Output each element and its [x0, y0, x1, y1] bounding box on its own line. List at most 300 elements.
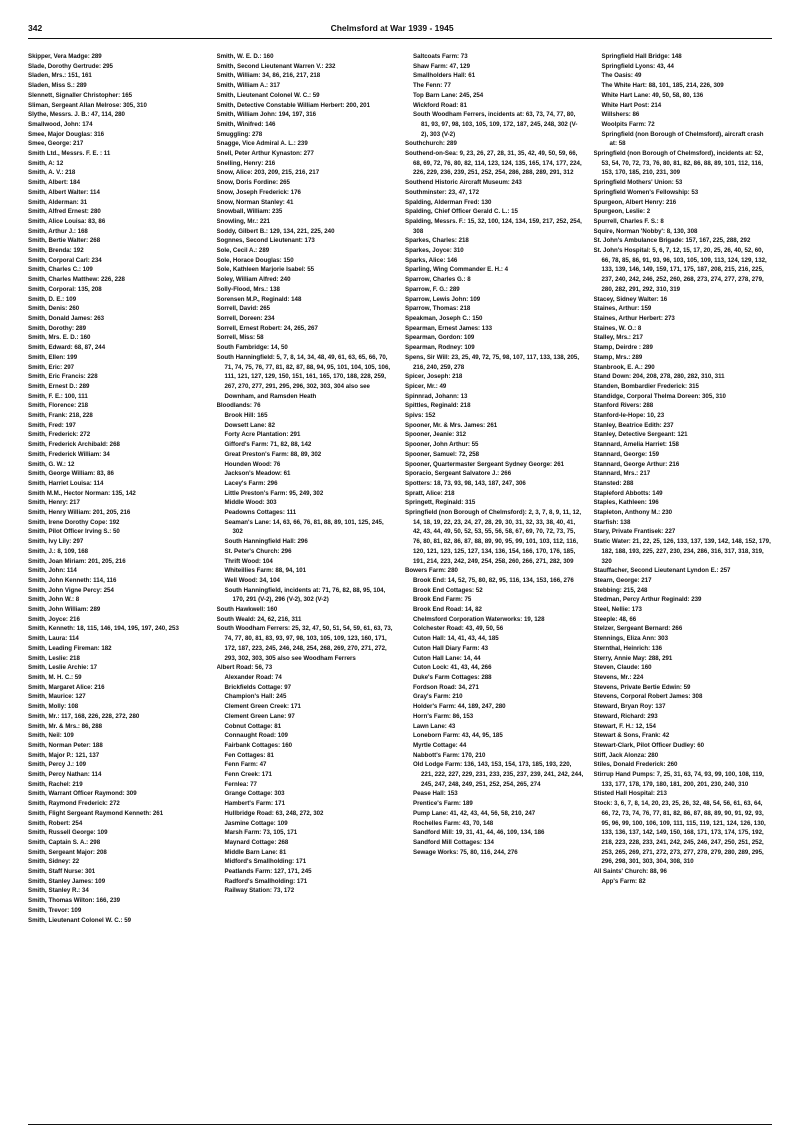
index-subentry: Horn's Farm: 86, 153 [413, 712, 474, 720]
index-subentry: Seaman's Lane: 14, 63, 66, 76, 81, 88, 89, 101, 125, 245, 302 [224, 518, 384, 536]
index-entry: Smith, Staff Nurse: 301 [28, 868, 96, 876]
index-entry: Spalding, Chief Officer Gerald C. L.: 15 [405, 208, 518, 216]
index-entry: Spooner, Jeanie: 312 [405, 431, 467, 439]
index-entry: Speakman, Joseph C.: 150 [405, 314, 483, 322]
index-entry: Stewart-Clark, Pilot Officer Dudley: 60 [593, 741, 705, 749]
index-entry: Smith, Fred: 197 [28, 421, 76, 429]
index-subentry: Gifford's Farm: 71, 82, 88, 142 [224, 441, 312, 449]
index-entry: Smith, John W.: 8 [28, 596, 80, 604]
index-subentry: Clement Green Lane: 97 [224, 712, 295, 720]
index-subentry: Thrift Wood: 104 [224, 557, 273, 565]
index-subentry: Old Lodge Farm: 136, 143, 153, 154, 173, 185, 193, 220, 221, 222, 227, 229, 231, 233, 235, 237, 239, 241, 242, 244, 245, 247, 248, 249, 251, 252, 254, 265, 274 [413, 761, 584, 788]
index-subentry: Pump Lane: 41, 42, 43, 44, 56, 58, 210, 247 [413, 809, 536, 817]
index-entry: Springfield Women's Fellowship: 53 [593, 188, 699, 196]
index-entry: Smith, Florence: 218 [28, 402, 89, 410]
index-subentry: Rochelles Farm: 43, 70, 148 [413, 819, 494, 827]
index-entry: Sole, Horace Douglas: 150 [216, 256, 294, 264]
index-subentry: Sandford Mill: 19, 31, 41, 44, 46, 109, 134, 186 [413, 829, 545, 837]
index-subentry: Hounden Wood: 76 [224, 460, 281, 468]
index-entry: Stevens, Mr.: 224 [593, 674, 644, 681]
index-subentry: Hullbridge Road: 63, 248, 272, 302 [224, 809, 324, 817]
index-entry: Sole, Cecil A.: 289 [216, 247, 270, 255]
index-subentry: South Hanningfield, incidents at: 71, 76, 82, 88, 95, 104, 170, 291 (V-2), 296 (V-2), 302 (V-2) [224, 586, 386, 604]
index-subentry: Willshers: 86 [601, 111, 640, 119]
index-subentry: Brook Hill: 165 [224, 412, 268, 420]
index-subentry: Jackson's Meadow: 61 [224, 470, 291, 478]
index-subentry: Midford's Smallholding: 171 [224, 858, 307, 866]
index-subentry: Sewage Works: 75, 80, 116, 244, 276 [413, 848, 518, 856]
index-entry: Smith, Captain S. A.: 298 [28, 838, 101, 846]
index-entry: Smith, A: 12 [28, 159, 64, 167]
index-entry: Spooner, John Arthur: 55 [405, 441, 479, 449]
index-entry: Stapleton, Anthony M.: 230 [593, 509, 673, 517]
index-entry: Spratt, Alice: 218 [405, 489, 455, 497]
page-number: 342 [28, 23, 43, 33]
index-entry: Sparkes, Charles: 218 [405, 237, 469, 245]
index-entry: Stanbrook, E. A.: 290 [593, 363, 655, 371]
index-entry: Smith, Pilot Officer Irving S.: 50 [28, 528, 120, 536]
index-subentry: Brook End Farm: 75 [413, 596, 472, 604]
index-entry: Slade, Dorothy Gertrude: 295 [28, 62, 113, 70]
index-subentry: Duke's Farm Cottages: 288 [413, 674, 492, 681]
index-entry: Smith, Stanley James: 109 [28, 877, 106, 885]
index-entry: Spearman, Ernest James: 133 [405, 324, 493, 332]
index-subentry: The Oasis: 49 [601, 72, 642, 80]
index-subentry: Hambert's Farm: 171 [224, 800, 286, 808]
index-entry: Spearman, Gordon: 109 [405, 334, 475, 342]
index-subentry: Fen Cottages: 81 [224, 751, 274, 759]
index-subentry: Prentice's Farm: 189 [413, 800, 473, 808]
index-entry: South Hanningfield: 5, 7, 8, 14, 34, 48, 49, 61, 63, 65, 66, 70, 71, 74, 75, 76, 77, 81, 82, 87, 88, 94, 95, 101, 104, 105, 106, 111, 121, 127, 129, 150, 151, 161, 165, 170, 188, 228, 259, 267, 270, 277, 291, 295, 296, 302, 303, 304 also see Downham, and Ramsden Heath [216, 353, 391, 400]
index-entry: Stannard, Mrs.: 217 [593, 470, 651, 478]
index-entry: Stevens, Corporal Robert James: 308 [593, 693, 703, 701]
index-entry: Standen, Bombardier Frederick: 315 [593, 382, 699, 390]
index-entry: Snelling, Henry: 216 [216, 159, 276, 167]
index-entry: Spooner, Quartermaster Sergeant Sydney George: 261 [405, 460, 565, 468]
index-entry: Smith, John William: 289 [28, 606, 101, 614]
index-entry: Snow, Joseph Frederick: 176 [216, 188, 301, 196]
index-entry: South Weald: 24, 62, 216, 311 [216, 615, 302, 623]
index-entry: Sparrow, Thomas: 218 [405, 305, 471, 313]
index-subentry: South Woodham Ferrers, incidents at: 63, 73, 74, 77, 80, 81, 93, 97, 98, 103, 105, 109, 172, 187, 245, 248, 302 (V-2), 303 (V-2) [413, 111, 578, 138]
index-entry: Staples, Kathleen: 196 [593, 499, 659, 507]
index-entry: Smith, Charles Matthew: 226, 228 [28, 276, 125, 284]
index-entry: Smith, A. V.: 218 [28, 169, 76, 177]
index-subentry: Cuton Lock: 41, 43, 44, 266 [413, 664, 492, 672]
index-subentry: St. Peter's Church: 296 [224, 547, 292, 555]
index-entry: Spearman, Rodney: 109 [405, 344, 475, 352]
index-entry: Smith, Bertie Walter: 268 [28, 237, 101, 245]
index-entry: South Hawkwell: 160 [216, 606, 278, 614]
index-subentry: Springfield (non Borough of Chelmsford), aircraft crash at: 58 [601, 130, 764, 148]
index-entry: Smith, Kenneth: 18, 115, 146, 194, 195, 197, 240, 253 [28, 625, 179, 633]
index-subentry: Cobnut Cottage: 81 [224, 722, 282, 730]
index-entry: Spooner, Samuel: 72, 258 [405, 450, 480, 458]
index-subentry: The White Hart: 88, 101, 185, 214, 226, 309 [601, 82, 724, 90]
index-entry: Spens, Sir Will: 23, 25, 49, 72, 75, 98, 107, 117, 133, 138, 205, 216, 240, 259, 278 [405, 353, 580, 371]
index-entry: Smith, Maurice: 127 [28, 693, 86, 701]
index-subentry: Railway Station: 73, 172 [224, 887, 295, 895]
index-entry: Stirrup Hand Pumps: 7, 25, 31, 63, 74, 93, 99, 100, 108, 119, 133, 177, 178, 179, 180, 181, 200, 201, 230, 240, 310 [593, 771, 764, 788]
index-entry: Smith, Donald James: 263 [28, 314, 105, 322]
index-entry: Smith Ltd., Messrs. F. E. : 11 [28, 150, 111, 158]
index-entry: Stand Down: 204, 208, 278, 280, 282, 310, 311 [593, 373, 725, 381]
index-entry: Smith, Neil: 109 [28, 732, 74, 740]
index-subentry: The Fenn: 77 [413, 82, 451, 90]
index-entry: Snowball, William: 235 [216, 208, 283, 216]
index-entry: Sorrell, Ernest Robert: 24, 265, 267 [216, 324, 318, 332]
index-entry: Stiles, Donald Frederick: 260 [593, 761, 678, 769]
index-entry: Smith, Raymond Frederick: 272 [28, 800, 120, 808]
index-subentry: Jasmine Cottage: 109 [224, 819, 288, 827]
index-entry: Smith, Mr. & Mrs.: 86, 288 [28, 722, 103, 730]
index-subentry: Fairbank Cottages: 160 [224, 741, 293, 749]
index-entry: Smith, John Vigne Percy: 254 [28, 586, 114, 594]
index-entry: Stapleford Abbotts: 149 [593, 489, 663, 497]
index-entry: Smith, Ellen: 199 [28, 353, 78, 361]
index-entry: Spicer, Joseph: 218 [405, 373, 463, 381]
index-entry: Smith, Alice Louisa: 83, 86 [28, 217, 106, 225]
index-subentry: Loneborn Farm: 43, 44, 95, 185 [413, 732, 503, 740]
index-entry: Smith, Mr.: 117, 168, 226, 228, 272, 280 [28, 712, 140, 720]
index-entry: Springett, Reginald: 315 [405, 499, 476, 507]
index-entry: Sparrow, Lewis John: 109 [405, 295, 481, 303]
index-entry: Southend-on-Sea: 9, 23, 26, 27, 28, 31, 35, 42, 49, 50, 59, 66, 68, 69, 72, 76, 80, 82, 114, 123, 124, 135, 165, 174, 177, 224, 226, 229, 236, 239, 251, 252, 254, 286, 288, 289, 291, 312 [405, 150, 582, 177]
index-subentry: Cuton Hall Diary Farm: 43 [413, 644, 489, 652]
index-column-3 [405, 52, 584, 1118]
index-subentry: Grange Cottage: 303 [224, 790, 285, 798]
index-entry: Sparkes, Joyce: 310 [405, 247, 464, 255]
index-entry: Smith, Joan Miriam: 201, 205, 216 [28, 557, 126, 565]
index-subentry: Fenn Creek: 171 [224, 771, 272, 779]
index-entry: Stauffacher, Second Lieutenant Lyndon E.: 257 [593, 567, 731, 575]
index-entry: Smee, Major Douglas: 316 [28, 130, 105, 138]
index-entry: Snow, Doris Fordine: 265 [216, 179, 290, 187]
index-entry: Stalley, Mrs.: 217 [593, 334, 643, 342]
index-entry: Stansted: 288 [593, 479, 634, 487]
index-entry: Spurrell, Charles F. S.: 8 [593, 217, 664, 225]
index-entry: Springfield Mothers' Union: 53 [593, 179, 683, 187]
index-entry: Smith, George William: 83, 86 [28, 470, 114, 478]
index-subentry: Saltcoats Farm: 73 [413, 53, 468, 60]
index-entry: Stewart & Sons, Frank: 42 [593, 732, 670, 740]
index-entry: Sognnes, Second Lieutenant: 173 [216, 237, 315, 245]
index-entry: Stanford Rivers: 288 [593, 402, 654, 410]
index-subentry: Woolpits Farm: 72 [601, 120, 655, 128]
index-entry: Stennings, Eliza Ann: 303 [593, 635, 668, 643]
index-subentry: Brickfields Cottage: 97 [224, 683, 292, 691]
index-entry: Smith, Sidney: 22 [28, 858, 80, 866]
index-entry: Smith, John Kenneth: 114, 116 [28, 576, 117, 584]
index-entry: Stock: 3, 6, 7, 8, 14, 20, 23, 25, 26, 32, 48, 54, 56, 61, 63, 64, 66, 72, 73, 74, 76, 77, 81, 82, 86, 87, 88, 89, 90, 91, 92, 93, 95, 96, 99, 100, 106, 109, 111, 115, 119, 121, 124, 126, 130, 133, 136, 137, 142, 149, 150, 168, 171, 173, 174, 175, 192, 218, 223, 228, 233, 241, 242, 245, 246, 247, 250, 251, 252, 253, 265, 269, 271, 272, 273, 277, 278, 279, 280, 289, 295, 296, 298, 301, 303, 304, 308, 310 [593, 800, 766, 866]
index-entry: Smith, Laura: 114 [28, 635, 79, 643]
index-entry: Stebbing: 215, 248 [593, 586, 648, 594]
index-entry: Standidge, Corporal Thelma Doreen: 305, 310 [593, 392, 726, 400]
index-entry: Steward, Richard: 293 [593, 712, 658, 720]
index-entry: Sorrell, David: 265 [216, 305, 271, 313]
index-subentry: Springfield Lyons: 43, 44 [601, 62, 674, 70]
index-entry: Smith, Alderman: 31 [28, 198, 88, 206]
index-entry: Smith, Thomas Wilton: 166, 239 [28, 897, 121, 905]
index-entry: Smith, Arthur J.: 168 [28, 227, 88, 235]
index-entry: Staines, Arthur Herbert: 273 [593, 314, 675, 322]
index-entry: Snagge, Vice Admiral A. L.: 239 [216, 140, 308, 148]
index-entry: Smith, Sergeant Major: 208 [28, 848, 107, 856]
index-entry: Smith, Molly: 108 [28, 703, 79, 711]
index-entry: Spalding, Alderman Fred: 130 [405, 198, 492, 206]
index-subentry: White Hart Lane: 49, 50, 58, 80, 136 [601, 91, 704, 99]
index-entry: Smith, Warrant Officer Raymond: 309 [28, 790, 137, 798]
index-entry: Smith, Frank: 218, 228 [28, 412, 93, 420]
index-entry: Snow, Alice: 203, 209, 215, 216, 217 [216, 169, 320, 177]
index-entry: Sparrow, Charles G.: 8 [405, 276, 471, 284]
index-entry: Staines, Arthur: 159 [593, 305, 652, 313]
index-entry: Sorrell, Doreen: 234 [216, 314, 275, 322]
index-entry: Smith, J.: 8, 109, 168 [28, 547, 89, 555]
index-subentry: Fenn Farm: 47 [224, 761, 267, 769]
header-rule [28, 38, 772, 39]
index-subentry: Brook End Road: 14, 82 [413, 606, 482, 614]
index-entry: Sladen, Miss S.: 289 [28, 82, 87, 90]
index-entry: Skipper, Vera Madge: 289 [28, 53, 102, 60]
index-subentry: Alexander Road: 74 [224, 674, 282, 681]
index-entry: Smith, D. E.: 109 [28, 295, 77, 303]
index-entry: Springfield (non Borough of Chelmsford): 2, 3, 7, 8, 9, 11, 12, 14, 18, 19, 22, 23, 24, 27, 28, 29, 30, 31, 32, 33, 38, 40, 41, 42, 43, 44, 49, 50, 52, 53, 55, 56, 58, 67, 69, 70, 72, 73, 75, 76, 80, 81, 82, 86, 87, 88, 89, 90, 95, 99, 101, 103, 112, 116, 120, 121, 123, 125, 127, 134, 136, 154, 166, 170, 176, 185, 191, 214, 223, 242, 249, 254, 258, 260, 266, 271, 282, 309 [405, 509, 582, 565]
index-entry: Stelzer, Sergeant Bernard: 266 [593, 625, 683, 633]
index-entry: Smith, Trevor: 109 [28, 906, 82, 914]
index-entry: St. John's Ambulance Brigade: 157, 167, 225, 288, 292 [593, 237, 751, 245]
index-entry: Stewart, F. H.: 12, 154 [593, 722, 656, 730]
index-subentry: Marsh Farm: 73, 105, 171 [224, 829, 298, 837]
index-entry: St. John's Hospital: 5, 6, 7, 12, 15, 17, 20, 25, 26, 40, 52, 60, 66, 78, 85, 86, 91, 93, 96, 103, 105, 109, 113, 124, 129, 132, 133, 139, 146, 149, 159, 171, 175, 187, 208, 215, 216, 225, 237, 240, 242, 246, 252, 260, 268, 273, 274, 277, 278, 279, 280, 282, 291, 292, 310, 319 [593, 247, 767, 293]
index-entry: Smith, F. E.: 100, 111 [28, 392, 88, 400]
index-entry: Smuggling: 278 [216, 130, 263, 138]
index-entry: Smith, Harriet Louisa: 114 [28, 479, 104, 487]
index-entry: Stamp, Mrs.: 289 [593, 353, 643, 361]
index-entry: Smith, Joyce: 216 [28, 615, 80, 623]
index-subentry: South Hanningfield Hall: 296 [224, 538, 308, 546]
index-entry: Southminster: 23, 47, 172 [405, 188, 480, 196]
index-entry: Smith, Lieutenant Colonel W. C.: 59 [28, 916, 132, 924]
index-entry: Smith, Leslie: 218 [28, 654, 80, 662]
index-entry: Smith, Margaret Alice: 216 [28, 683, 105, 691]
index-entry: Smith, Denis: 260 [28, 305, 80, 313]
index-subentry: Forty Acre Plantation: 291 [224, 431, 301, 439]
index-entry: Smith, Henry William: 201, 205, 216 [28, 509, 131, 517]
index-entry: Smith, Norman Peter: 188 [28, 741, 103, 749]
index-entry: Stanford-le-Hope: 10, 23 [593, 412, 665, 420]
index-entry: Starfish: 138 [593, 518, 631, 526]
index-entry: Sole, Kathleen Marjorie Isabel: 55 [216, 266, 315, 274]
footer-rule [28, 1124, 772, 1125]
index-entry: Smith, Winifred: 146 [216, 120, 276, 128]
index-entry: Stanley, Detective Sergeant: 121 [593, 431, 688, 439]
index-subentry: Peadowns Cottages: 111 [224, 509, 297, 517]
index-subentry: Cuton Hall Lane: 14, 44 [413, 654, 481, 662]
index-entry: Sparrow, F. G.: 289 [405, 285, 460, 293]
page-header [28, 20, 772, 36]
index-entry: Smith M.M., Hector Norman: 135, 142 [28, 489, 136, 497]
index-column-4 [594, 52, 773, 1118]
index-subentry: Dowsett Lane: 82 [224, 421, 276, 429]
index-entry: Smith, Russell George: 109 [28, 829, 108, 837]
index-entry: Sternthal, Heinrich: 136 [593, 644, 663, 652]
index-entry: Sparks, Alice: 146 [405, 256, 458, 264]
index-entry: Smith, Leading Fireman: 182 [28, 644, 112, 652]
index-entry: Smith, Mrs. E. D.: 160 [28, 334, 91, 342]
index-entry: Smith, Frederick: 272 [28, 431, 91, 439]
index-entry: Smith, Percy J.: 109 [28, 761, 87, 769]
index-entry: Smith, Corporal: 135, 208 [28, 285, 102, 293]
index-entry: Squire, Norman 'Nobby': 8, 130, 308 [593, 227, 698, 235]
index-entry: Southend Historic Aircraft Museum: 243 [405, 179, 522, 187]
index-entry: Spicer, Mr.: 49 [405, 382, 447, 390]
index-subentry: Brook End: 14, 52, 75, 80, 82, 95, 116, 134, 153, 166, 276 [413, 576, 574, 584]
index-entry: Smith, Irene Dorothy Cope: 192 [28, 518, 120, 526]
index-entry: All Saints' Church: 88, 96 [593, 868, 667, 876]
index-entry: Steeple: 48, 66 [593, 615, 637, 623]
index-subentry: Sandford Mill Cottages: 134 [413, 838, 494, 846]
index-entry: Spooner, Mr. & Mrs. James: 261 [405, 421, 498, 429]
index-column-2 [217, 52, 396, 1118]
index-subentry: Lawn Lane: 43 [413, 722, 456, 730]
index-entry: Sladen, Mrs.: 151, 161 [28, 72, 92, 80]
index-subentry: Colchester Road: 43, 49, 50, 56 [413, 625, 504, 633]
index-entry: Smith, Corporal Carl: 234 [28, 256, 102, 264]
index-entry: Stannard, Amelia Harriet: 158 [593, 441, 679, 449]
index-entry: Smith, Ivy Lily: 297 [28, 538, 84, 546]
index-subentry: Pease Hall: 153 [413, 790, 458, 798]
index-entry: Snell, Peter Arthur Kynaston: 277 [216, 150, 314, 158]
index-entry: Solly-Flood, Mrs.: 138 [216, 285, 280, 293]
index-entry: Snowling, Mr.: 221 [216, 217, 271, 225]
index-entry: Smith, Second Lieutenant Warren V.: 232 [216, 62, 336, 70]
index-entry: Smith, John: 114 [28, 567, 77, 575]
index-entry: Smith, Eric: 297 [28, 363, 75, 371]
index-entry: Spittles, Reginald: 218 [405, 402, 471, 410]
index-entry: Smith, Albert: 184 [28, 179, 80, 187]
index-entry: Smith, Percy Nathan: 114 [28, 771, 102, 779]
index-column-1 [28, 52, 207, 1118]
index-entry: Slennett, Signaller Christopher: 165 [28, 91, 133, 99]
index-subentry: Well Wood: 34, 104 [224, 576, 280, 584]
index-entry: Smee, George: 217 [28, 140, 84, 148]
index-subentry: Fernlea: 77 [224, 780, 257, 788]
index-entry: Smith, Ernest D.: 289 [28, 382, 90, 390]
index-entry: Soley, William Alfred: 240 [216, 276, 291, 284]
index-entry: Smith, Frederick Archibald: 268 [28, 441, 120, 449]
index-subentry: Cuton Hall: 14, 41, 43, 44, 185 [413, 635, 499, 643]
index-entry: Smith, M. H. C.: 59 [28, 674, 82, 681]
index-subentry: Myrtle Cottage: 44 [413, 741, 467, 749]
index-entry: Smith, Major P.: 121, 137 [28, 751, 100, 759]
index-entry: Staines, W. O.: 8 [593, 324, 642, 332]
index-entry: Sorrell, Miss: 58 [216, 334, 264, 342]
index-entry: Spurgeon, Leslie: 2 [593, 208, 651, 216]
index-entry: Smallwood, John: 174 [28, 120, 93, 128]
index-entry: Smith, W. E. D.: 160 [216, 53, 274, 60]
running-title: Chelmsford at War 1939 - 1945 [330, 23, 454, 33]
index-subentry: White Hart Post: 214 [601, 101, 662, 109]
index-entry: Steward, Bryan Roy: 137 [593, 703, 666, 711]
index-entry: Smith, Alfred Ernest: 280 [28, 208, 101, 216]
index-entry: Albert Road: 56, 73 [216, 664, 273, 672]
index-entry: Slythe, Messrs. J. B.: 47, 114, 280 [28, 111, 125, 119]
index-subentry: Whiteillies Farm: 88, 94, 101 [224, 567, 307, 575]
index-subentry: Middle Wood: 303 [224, 499, 277, 507]
index-subentry: Shaw Farm: 47, 129 [413, 62, 470, 70]
index-entry: Stiff, Jack Alonza: 280 [593, 751, 659, 759]
index-entry: Static Water: 21, 22, 25, 126, 133, 137, 139, 142, 148, 152, 179, 182, 188, 193, 225, 227, 230, 234, 286, 316, 317, 318, 319, 320 [593, 538, 771, 565]
index-columns [28, 52, 772, 1118]
index-entry: Spivs: 152 [405, 412, 436, 420]
index-entry: Stanley, Beatrice Edith: 237 [593, 421, 674, 429]
index-entry: Smith, Frederick William: 34 [28, 450, 110, 458]
index-subentry: Nabbott's Farm: 170, 210 [413, 751, 486, 759]
index-entry: Stisted Hall Hospital: 213 [593, 790, 667, 798]
index-subentry: Smallholders Hall: 61 [413, 72, 476, 80]
index-entry: Sparling, Wing Commander E. H.: 4 [405, 266, 508, 274]
index-entry: Smith, William John: 194, 197, 316 [216, 111, 317, 119]
index-entry: Steven, Claude: 160 [593, 664, 652, 672]
index-entry: Spotters: 18, 73, 93, 98, 143, 187, 247, 306 [405, 479, 526, 487]
index-subentry: Springfield Hall Bridge: 148 [601, 53, 682, 60]
index-entry: Stannard, George: 159 [593, 450, 660, 458]
index-entry: Smith, Lieutenant Colonel W. C.: 59 [216, 91, 320, 99]
index-entry: Steel, Nellie: 173 [593, 606, 642, 614]
index-entry: Stedman, Percy Arthur Reginald: 239 [593, 596, 702, 604]
index-entry: Snow, Norman Stanley: 41 [216, 198, 294, 206]
index-subentry: Fordson Road: 34, 271 [413, 683, 479, 691]
index-entry: Smith, Rachel: 219 [28, 780, 83, 788]
index-entry: Smith, Leslie Archie: 17 [28, 664, 98, 672]
index-subentry: Top Barn Lane: 245, 254 [413, 91, 484, 99]
index-entry: Smith, Flight Sergeant Raymond Kenneth: 261 [28, 809, 164, 817]
index-subentry: Chelmsford Corporation Waterworks: 19, 128 [413, 615, 545, 623]
index-entry: South Woodham Ferrers: 25, 32, 47, 50, 51, 54, 59, 61, 63, 73, 74, 77, 80, 81, 83, 93, 97, 98, 103, 105, 109, 123, 160, 171, 172, 187, 223, 245, 246, 248, 254, 268, 269, 270, 271, 272, 293, 302, 303, 305 also see Woodham Ferrers [216, 625, 393, 662]
index-subentry: Little Preston's Farm: 95, 249, 302 [224, 489, 324, 497]
index-entry: Sorensen M.P., Reginald: 148 [216, 295, 302, 303]
index-entry: Smith, Detective Constable William Herbert: 200, 201 [216, 101, 371, 109]
index-subentry: Middle Barn Lane: 81 [224, 848, 287, 856]
index-entry: Smith, Stanley R.: 34 [28, 887, 89, 895]
index-entry: Smith, Henry: 217 [28, 499, 80, 507]
index-entry: Smith, William A.: 317 [216, 82, 281, 90]
index-entry: South Fambridge: 14, 50 [216, 344, 288, 352]
index-entry: Smith, Dorothy: 289 [28, 324, 87, 332]
index-entry: Bloodlands: 76 [216, 402, 261, 410]
index-entry: Stannard, George Arthur: 216 [593, 460, 680, 468]
index-entry: Smith, Eric Francis: 228 [28, 373, 98, 381]
index-entry: Spurgeon, Albert Henry: 216 [593, 198, 677, 206]
index-entry: Smith, Robert: 254 [28, 819, 83, 827]
index-subentry: Lacey's Farm: 296 [224, 479, 278, 487]
index-entry: Smith, William: 34, 86, 216, 217, 218 [216, 72, 321, 80]
index-entry: Sliman, Sergeant Allan Melrose: 305, 310 [28, 101, 147, 109]
index-subentry: Wickford Road: 81 [413, 101, 467, 109]
index-entry: Smith, Albert Walter: 114 [28, 188, 100, 196]
index-entry: Spinnrad, Johann: 13 [405, 392, 468, 400]
index-entry: Soddy, Gilbert B.: 129, 134, 221, 225, 240 [216, 227, 335, 235]
index-subentry: Great Preston's Farm: 88, 89, 302 [224, 450, 322, 458]
index-entry: Springfield (non Borough of Chelmsford), incidents at: 52, 53, 54, 70, 72, 73, 76, 80, 81, 82, 86, 88, 89, 101, 112, 116, 153, 170, 185, 210, 231, 309 [593, 150, 764, 177]
index-entry: Stary, Private Frantisek: 227 [593, 528, 676, 536]
index-subentry: Maynard Cottage: 268 [224, 838, 289, 846]
index-entry: Spalding, Messrs. F.: 15, 32, 100, 124, 134, 159, 217, 252, 254, 308 [405, 217, 582, 235]
index-entry: Smith, G. W.: 12 [28, 460, 75, 468]
index-entry: Stearn, George: 217 [593, 576, 652, 584]
index-entry: Smith, Charles C.: 109 [28, 266, 93, 274]
